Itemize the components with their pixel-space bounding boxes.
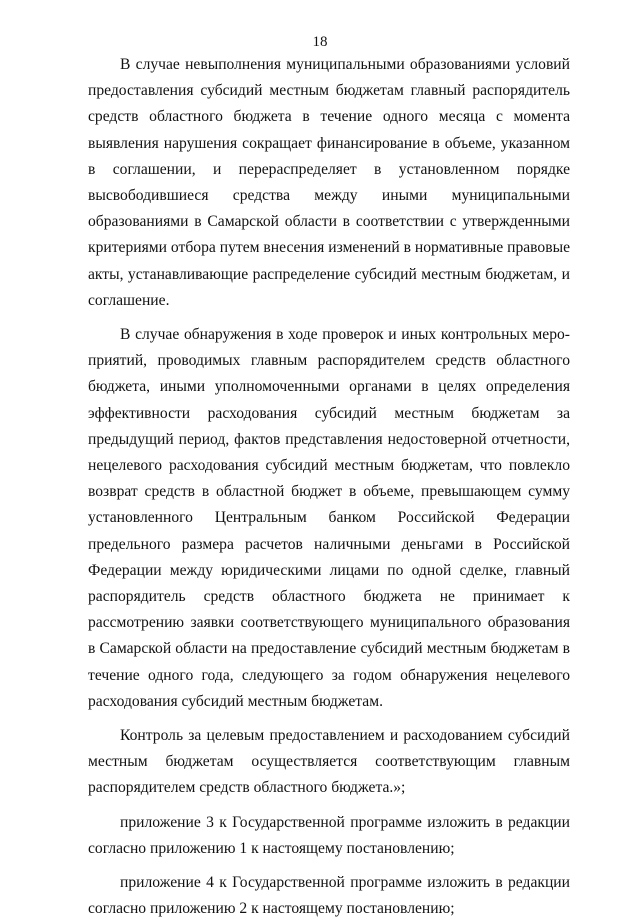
- document-body: [88, 52, 570, 923]
- page-number: 18: [312, 34, 328, 50]
- paragraph-appendix-4: приложение 4 к Государственной программе изложить в редакции согласно приложению 2 к настоящему постановлению;: [88, 874, 570, 918]
- paragraph-control: Контроль за целевым предоставлением и расходованием субсидий местным бюджетам осуществляется соответствующим главным распорядителем средств областного бюджета.»;: [88, 727, 570, 797]
- paragraph-subsidy-violation: В случае невыполнения муниципальными образованиями условий предоставления субсидий местным бюджетам главный распорядитель средств областного бюджета в течение одного месяца с момента выявления нарушения сокращает финансирование в объеме, указанном в соглашении, и перераспределяет в установленном порядке высвободившиеся средства между иными муниципальными образованиями в Самарской области в соответствии с утвержденными критериями отбора путем внесения изменений в нормативные правовые акты, устанавливающие распределение субсидий местным бюджетам, и соглашение.: [88, 56, 570, 309]
- paragraph-appendix-3: приложение 3 к Государственной программе изложить в редакции согласно приложению 1 к настоящему постановлению;: [88, 813, 570, 857]
- paragraph-audit-findings: В случае обнаружения в ходе проверок и иных контрольных мероприятий, проводимых главным распорядителем средств областного бюджета, иными уполномоченными органами в целях определения эффективности расходования субсидий местным бюджетам за предыдущий период, фактов представления недостоверной отчетности, нецелевого расходования субсидий местным бюджетам, что повлекло возврат средств в областной бюджет в объеме, превышающем сумму установленного Центральным банком Российской Федерации предельного размера расчетов наличными деньгами в Российской Федерации между юридическими лицами по одной сделке, главный распорядитель средств областного бюджета не принимает к рассмотрению заявки соответствующего муниципального образования в Самарской области на предоставление субсидий местным бюджетам в течение одного года, следующего за годом обнаружения нецелевого расходования субсидий местным бюджетам.: [88, 326, 570, 710]
